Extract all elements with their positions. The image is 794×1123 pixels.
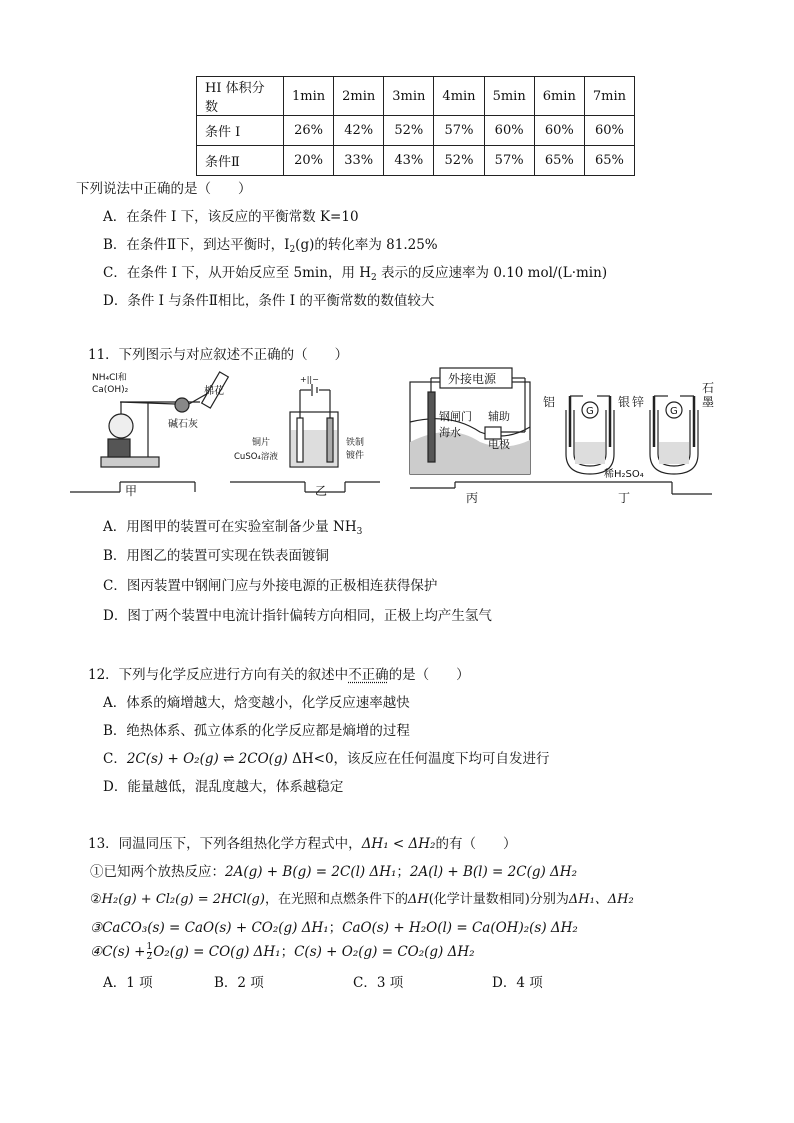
q13-item-2-end: ΔH₁、ΔH₂ <box>568 892 634 907</box>
table-header-cell: 6min <box>534 77 584 116</box>
q13-item-4-a: ④C(s) + <box>90 944 146 960</box>
q11-option-a <box>103 515 362 535</box>
table-header-cell: 3min <box>384 77 434 116</box>
q13-item-4 <box>90 940 475 962</box>
table-cell: 60% <box>484 116 534 146</box>
table-header-cell: 5min <box>484 77 534 116</box>
q12-stem-text: 12．下列与化学反应进行方向有关的叙述中 <box>88 667 349 683</box>
table-cell: 65% <box>584 146 634 176</box>
q13-stem <box>88 832 516 852</box>
label-tongpian: 铜片 <box>252 438 271 448</box>
q11-option-a-text: A．用图甲的装置可在实验室制备少量 NH <box>103 519 357 535</box>
q13-item-1-eq2: 2A(l) + B(l) = 2C(g) ΔH₂ <box>409 864 577 880</box>
table-header-cell: 1min <box>284 77 334 116</box>
q13-item-1 <box>90 860 577 880</box>
table-header-cell: 4min <box>434 77 484 116</box>
q13-choice-a: A．1 项 <box>103 975 153 991</box>
label-tiezhi: 铁制 <box>346 438 365 448</box>
table-row <box>197 146 635 176</box>
q13-item-4-sep: ； <box>280 944 295 960</box>
q11-option-c: C．图丙装置中钢闸门应与外接电源的正极相连获得保护 <box>103 578 438 594</box>
q12-option-c-text: ΔH<0，该反应在任何温度下均可自发进行 <box>287 751 550 767</box>
galvanometer-icon-1: G <box>586 406 594 417</box>
q11-figures <box>0 362 794 510</box>
q13-choice-d: D．4 项 <box>492 975 543 991</box>
q13-item-3 <box>90 916 578 936</box>
label-caoh2: Ca(OH)₂ <box>92 385 129 395</box>
table-header-cell: HI 体积分数 <box>197 77 284 116</box>
svg-text:+||−: +||− <box>300 375 319 384</box>
q13-stem-math: ΔH₁ < ΔH₂ <box>361 836 436 852</box>
label-nh4cl: NH₄Cl和 <box>92 373 127 383</box>
label-yin: 银 <box>618 395 631 409</box>
table-cell: 60% <box>584 116 634 146</box>
label-gangzhamen: 钢闸门 <box>439 410 472 423</box>
q12-option-d: D．能量越低，混乱度越大，体系越稳定 <box>103 779 344 795</box>
q13-item-1-sep: ； <box>396 864 410 880</box>
label-acid: 稀H₂SO₄ <box>604 469 644 480</box>
q13-item-1-eq1: 2A(g) + B(g) = 2C(l) ΔH₁ <box>225 864 397 880</box>
q13-item-3-eq2: CaO(s) + H₂O(l) = Ca(OH)₂(s) ΔH₂ <box>342 920 578 936</box>
label-jia: 甲 <box>125 484 138 498</box>
q10-option-b-sub: 2 <box>289 245 296 255</box>
hi-volume-table <box>196 76 635 176</box>
table-header-cell: 2min <box>334 77 384 116</box>
table-header-cell: 7min <box>584 77 634 116</box>
q13-item-2: ②H₂(g) + Cl₂(g) = 2HCl(g)，在光照和点燃条件下的ΔH(化学计量数相同)分别为ΔH₁、ΔH₂ <box>90 892 634 907</box>
label-dujian: 镀件 <box>346 451 365 461</box>
q11-option-d: D．图丁两个装置中电流计指针偏转方向相同，正极上均产生氢气 <box>103 608 492 624</box>
q13-item-2-dh: ΔH <box>407 892 429 907</box>
q13-item-4-b: O₂(g) = CO(g) ΔH₁ <box>153 944 281 960</box>
label-power: 外接电源 <box>448 372 497 386</box>
label-jianshihui: 碱石灰 <box>168 419 198 430</box>
q13-item-3-eq1: ③CaCO₃(s) = CaO(s) + CO₂(g) ΔH₁ <box>90 920 329 936</box>
q11-option-a-sub: 3 <box>356 527 363 537</box>
table-cell: 65% <box>534 146 584 176</box>
q11-stem: 11．下列图示与对应叙述不正确的（ ） <box>88 347 349 363</box>
label-xin: 锌 <box>632 395 645 409</box>
table-cell: 52% <box>384 116 434 146</box>
q10-stem: 下列说法中正确的是（ ） <box>76 181 252 197</box>
table-cell: 52% <box>434 146 484 176</box>
label-cuso4: CuSO₄溶液 <box>234 452 278 462</box>
table-header-row <box>197 77 635 116</box>
q13-item-4-eq2: C(s) + O₂(g) = CO₂(g) ΔH₂ <box>294 944 475 960</box>
q13-choice-c: C．3 项 <box>353 975 404 991</box>
q12-stem-text-2: 的是（ ） <box>388 667 470 683</box>
q12-option-a: A．体系的熵增越大，焓变越小，化学反应速率越快 <box>103 695 410 711</box>
q10-option-b-text: B．在条件Ⅱ下，到达平衡时，I <box>103 237 290 253</box>
q10-option-d: D．条件 I 与条件Ⅱ相比，条件 I 的平衡常数的数值较大 <box>103 293 435 309</box>
q13-choice-b: B．2 项 <box>214 975 264 991</box>
q10-option-c-text: C．在条件 I 下，从开始反应至 5min，用 H <box>103 265 372 281</box>
q11-option-b: B．用图乙的装置可实现在铁表面镀铜 <box>103 548 329 564</box>
label-lv: 铝 <box>543 395 556 409</box>
label-haishui: 海水 <box>439 426 461 439</box>
q13-item-2-paren: (化学计量数相同)分别为 <box>428 892 569 907</box>
q13-item-4-fraction <box>147 943 153 962</box>
table-cell: 60% <box>534 116 584 146</box>
q10-option-c-sub: 2 <box>371 273 377 283</box>
q12-option-c <box>103 747 550 767</box>
label-bing: 丙 <box>466 491 479 505</box>
table-cell: 43% <box>384 146 434 176</box>
q10-option-b <box>103 233 438 253</box>
table-cell: 57% <box>434 116 484 146</box>
table-cell: 42% <box>334 116 384 146</box>
fraction-denominator: 2 <box>146 952 153 962</box>
table-cell: 条件Ⅱ <box>197 146 284 176</box>
galvanometer-icon-2: G <box>670 406 678 417</box>
q10-option-c <box>103 261 607 281</box>
table-cell: 26% <box>284 116 334 146</box>
q13-item-2-eq: H₂(g) + Cl₂(g) = 2HCl(g) <box>101 892 265 907</box>
label-mo: 墨 <box>702 395 715 409</box>
q10-option-a: A．在条件 I 下，该反应的平衡常数 K=10 <box>103 209 359 225</box>
q10-option-c-text-2: 表示的反应速率为 0.10 mol/(L·min) <box>376 265 608 281</box>
q13-stem-text-2: 的有（ ） <box>435 836 517 852</box>
q13-stem-text: 13．同温同压下，下列各组热化学方程式中， <box>88 836 362 852</box>
label-dianji: 电极 <box>488 438 510 451</box>
label-ding: 丁 <box>618 491 631 505</box>
q12-stem <box>88 663 470 683</box>
table-cell: 条件 I <box>197 116 284 146</box>
table-cell: 33% <box>334 146 384 176</box>
fraction-numerator: 1 <box>146 942 153 952</box>
q13-item-3-sep: ； <box>328 920 343 936</box>
q13-item-2-text: ，在光照和点燃条件下的 <box>264 892 408 907</box>
label-mianhua: 棉花 <box>204 386 224 397</box>
table-cell: 20% <box>284 146 334 176</box>
label-shi: 石 <box>702 381 715 395</box>
q12-option-c-equation: 2C(s) + O₂(g) ⇌ 2CO(g) <box>126 751 288 767</box>
q12-stem-emphasis: 不正确 <box>348 667 389 683</box>
q12-option-b: B．绝热体系、孤立体系的化学反应都是熵增的过程 <box>103 723 410 739</box>
label-fuzhu: 辅助 <box>488 410 510 423</box>
q10-option-b-text-2: (g)的转化率为 81.25% <box>295 237 438 253</box>
q13-item-1-text: ①已知两个放热反应： <box>90 864 225 880</box>
label-yi: 乙 <box>315 484 328 498</box>
table-row <box>197 116 635 146</box>
table-cell: 57% <box>484 146 534 176</box>
q12-option-c-prefix: C． <box>103 751 127 767</box>
